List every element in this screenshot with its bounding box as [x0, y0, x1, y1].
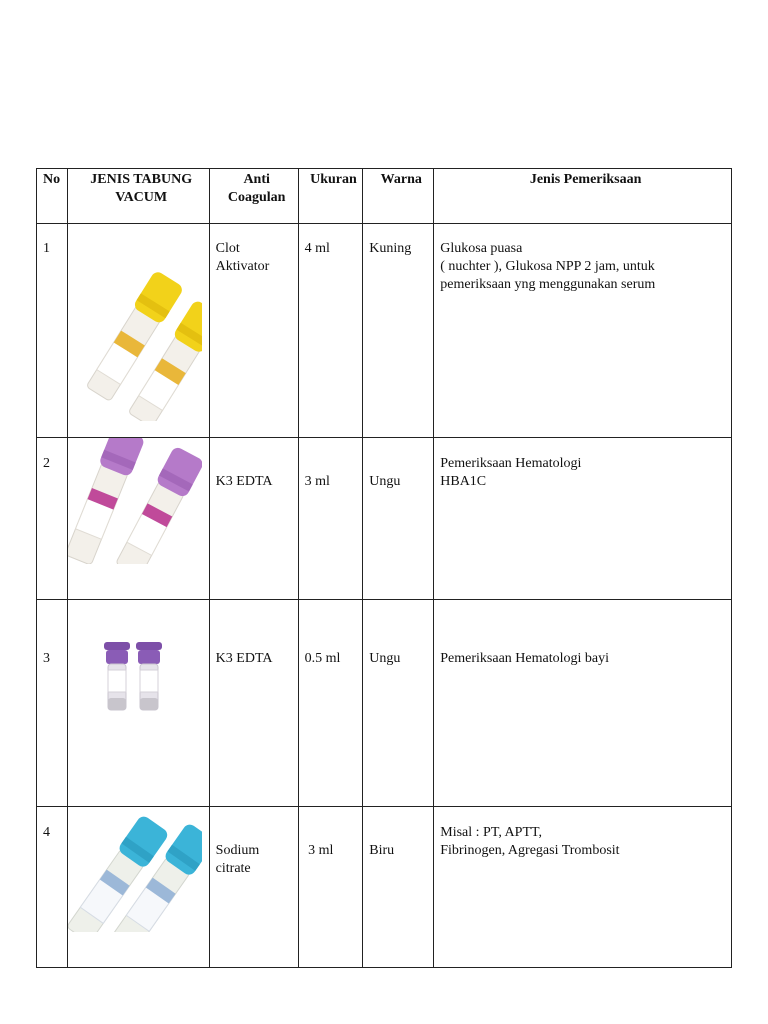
warna-cell: Ungu: [363, 600, 434, 807]
row-number: 3: [37, 600, 68, 807]
ukuran-cell: 3 ml: [298, 807, 363, 968]
yellow-tube-icon: [68, 224, 202, 421]
pemeriksaan-cell: [434, 224, 732, 438]
pemeriksaan-line: Fibrinogen, Agregasi Trombosit: [440, 843, 620, 858]
anti-coagulan-cell: [209, 438, 298, 600]
pemeriksaan-line: Glukosa puasa: [440, 241, 523, 256]
tube-image-cell: [67, 224, 209, 438]
header-no: No: [37, 169, 68, 224]
tube-image-cell: [67, 600, 209, 807]
pemeriksaan-line: Misal : PT, APTT,: [440, 825, 543, 840]
header-ukuran: Ukuran: [298, 169, 363, 224]
warna-cell: Kuning: [363, 224, 434, 438]
tube-image-cell: [67, 807, 209, 968]
row-number: 4: [37, 807, 68, 968]
anti-coagulan-cell: [209, 600, 298, 807]
pemeriksaan-cell: [434, 600, 732, 807]
warna-cell: Ungu: [363, 438, 434, 600]
blue-tube-icon: [68, 807, 202, 932]
warna-cell: Biru: [363, 807, 434, 968]
vacutainer-table: [36, 168, 732, 968]
anti-coagulan-text: K3 EDTA: [215, 651, 273, 666]
table-row: [37, 438, 732, 600]
header-jenis-pemeriksaan: Jenis Pemeriksaan: [434, 169, 732, 224]
row-number: 2: [37, 438, 68, 600]
purple-tube-icon: [68, 438, 202, 564]
pemeriksaan-line: ( nuchter ), Glukosa NPP 2 jam, untuk: [440, 259, 655, 274]
pemeriksaan-line: HBA1C: [440, 474, 487, 489]
pemeriksaan-line: pemeriksaan yng menggunakan serum: [440, 277, 656, 292]
anti-coagulan-text: Clot Aktivator: [215, 241, 270, 274]
header-warna: Warna: [363, 169, 434, 224]
pemeriksaan-cell: [434, 807, 732, 968]
mini-purple-tube-icon: [68, 600, 202, 756]
anti-coagulan-text: Sodium citrate: [215, 843, 260, 876]
tube-image-cell: [67, 438, 209, 600]
ukuran-cell: 3 ml: [298, 438, 363, 600]
anti-coagulan-cell: [209, 807, 298, 968]
anti-coagulan-cell: [209, 224, 298, 438]
ukuran-cell: 4 ml: [298, 224, 363, 438]
pemeriksaan-line: Pemeriksaan Hematologi: [440, 456, 582, 471]
header-anti-coagulan: Anti Coagulan: [209, 169, 298, 224]
table-row: [37, 600, 732, 807]
anti-coagulan-text: K3 EDTA: [215, 474, 273, 489]
pemeriksaan-line: Pemeriksaan Hematologi bayi: [440, 651, 609, 666]
table-row: [37, 224, 732, 438]
row-number: 1: [37, 224, 68, 438]
header-row: [37, 169, 732, 224]
pemeriksaan-cell: [434, 438, 732, 600]
header-jenis-tabung: JENIS TABUNG VACUM: [67, 169, 209, 224]
table-row: [37, 807, 732, 968]
ukuran-cell: 0.5 ml: [298, 600, 363, 807]
